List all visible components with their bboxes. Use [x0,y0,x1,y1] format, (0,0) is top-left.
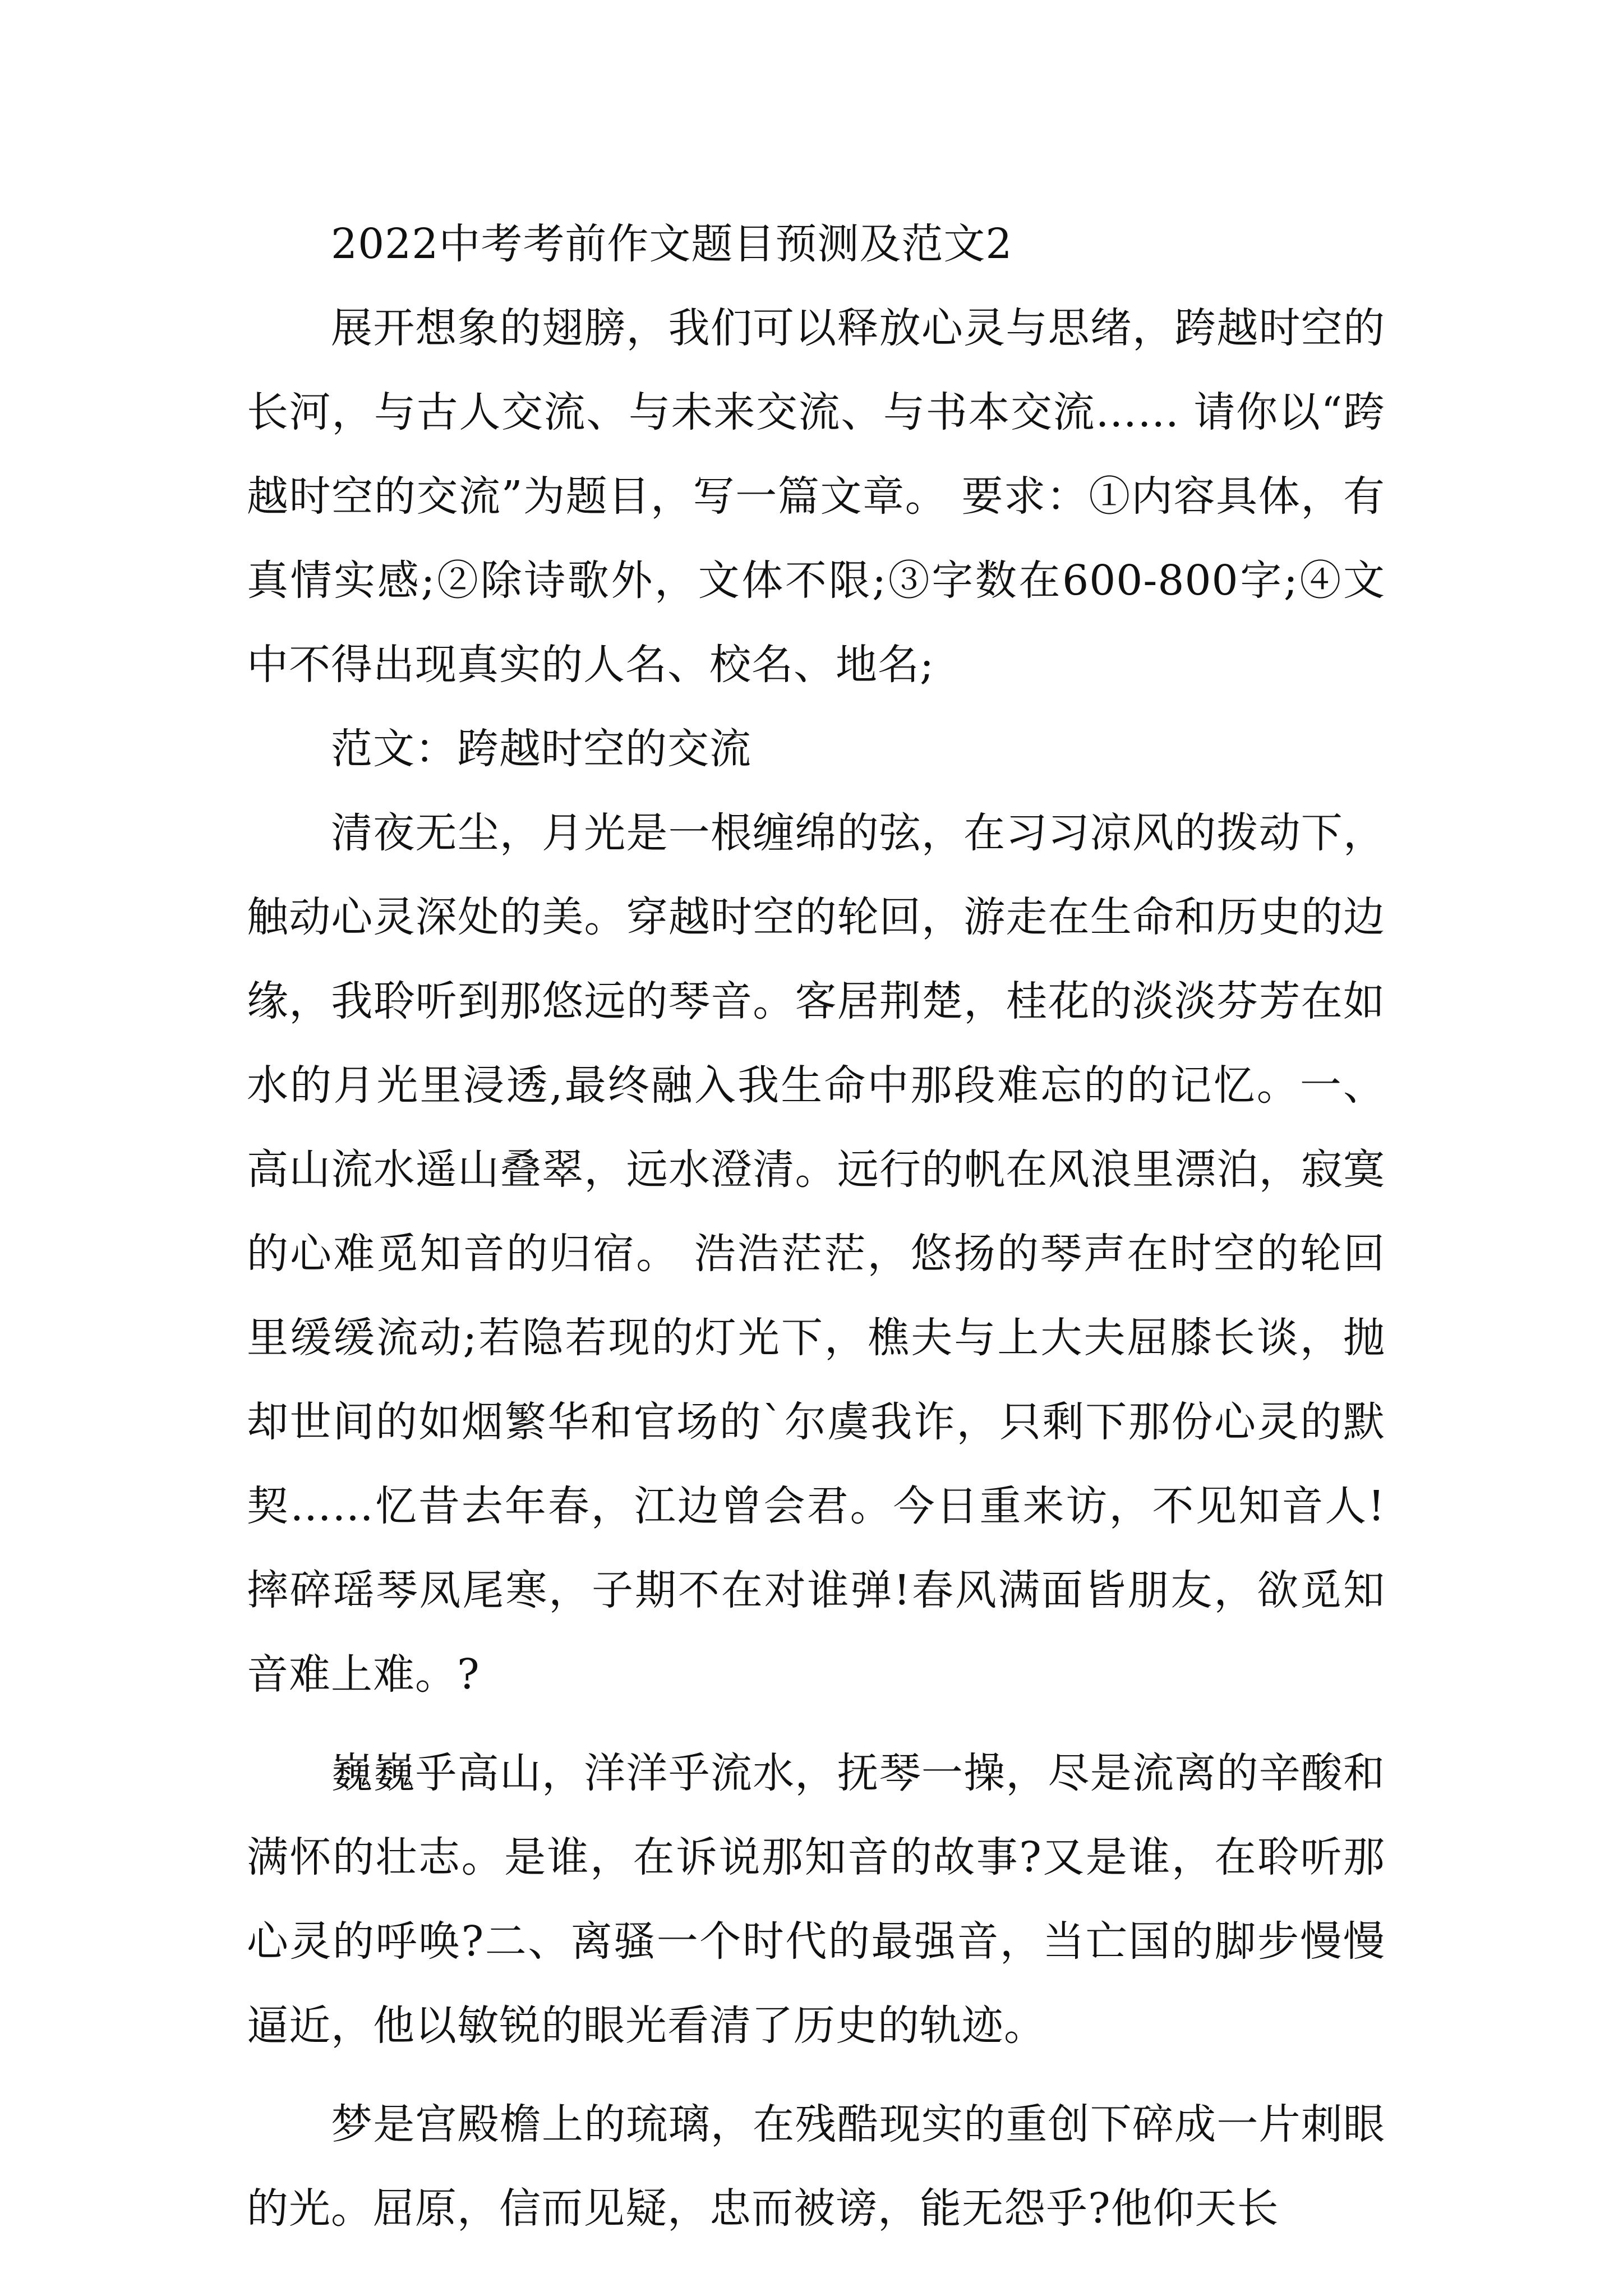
essay-paragraph-3: 梦是宫殿檐上的琉璃，在残酷现实的重创下碎成一片刺眼的光。屈原，信而见疑，忠而被谤，能无怨乎?他仰天长 [247,2100,1385,2233]
essay-prompt: 展开想象的翅膀，我们可以释放心灵与思绪，跨越时空的长河，与古人交流、与未来交流、与书本交流…… 请你以“跨越时空的交流”为题目，写一篇文章。 要求：①内容具体，有真情实感;②除诗歌外，文体不限;③字数在600-800字;④文中不得出现真实的人名、校名、地名; [247,304,1385,689]
essay-paragraph-2: 巍巍乎高山，洋洋乎流水，抚琴一操，尽是流离的辛酸和满怀的壮志。是谁，在诉说那知音的故事?又是谁，在聆听那心灵的呼唤?二、离骚一个时代的最强音，当亡国的脚步慢慢逼近，他以敏锐的眼光看清了历史的轨迹。 [247,1749,1385,2050]
essay-paragraph-1: 清夜无尘，月光是一根缠绵的弦，在习习凉风的拨动下，触动心灵深处的美。穿越时空的轮回，游走在生命和历史的边缘，我聆听到那悠远的琴音。客居荆楚，桂花的淡淡芬芳在如水的月光里浸透,最终融入我生命中那段难忘的的记忆。一、高山流水遥山叠翠，远水澄清。远行的帆在风浪里漂泊，寂寞的心难觅知音的归宿。 浩浩茫茫，悠扬的琴声在时空的轮回里缓缓流动;若隐若现的灯光下，樵夫与上大夫屈膝长谈，抛却世间的如烟繁华和官场的`尔虞我诈，只剩下那份心灵的默契……忆昔去年春，江边曾会君。今日重来访，不见知音人!摔碎瑶琴凤尾寒，子期不在对谁弹!春风满面皆朋友，欲觅知音难上难。? [247,809,1385,1699]
document-body [247,202,1385,2251]
essay-heading: 范文：跨越时空的交流 [331,725,751,773]
document-title: 2022中考考前作文题目预测及范文2 [331,220,1013,268]
